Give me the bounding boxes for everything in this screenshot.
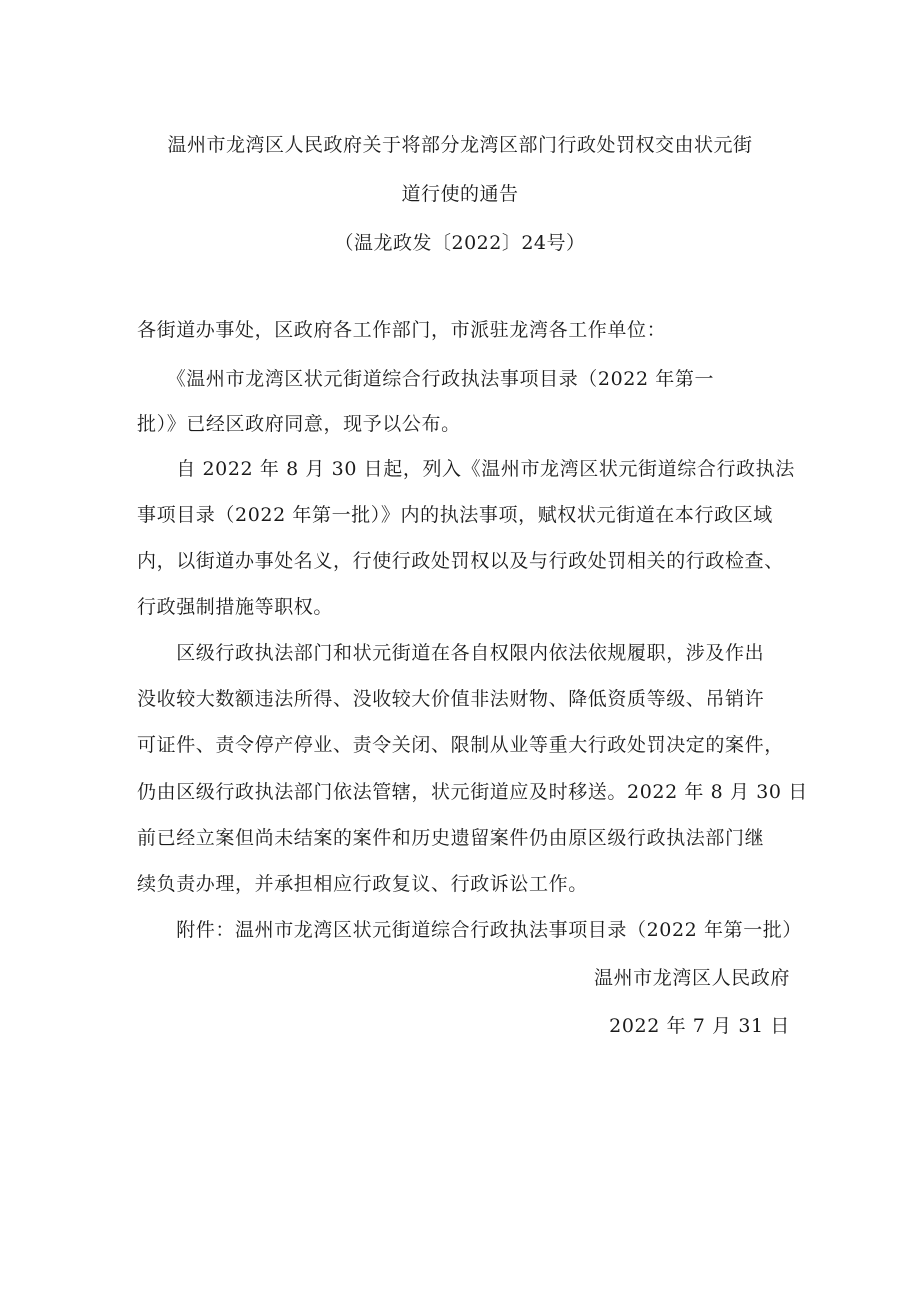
paragraph-2-line-1: 自 2022 年 8 月 30 日起，列入《温州市龙湾区状元街道综合行政执法 [137,458,795,480]
paragraph-2-line-2: 事项目录（2022 年第一批）》内的执法事项，赋权状元街道在本行政区域 [137,504,773,526]
issuer-name: 温州市龙湾区人民政府 [593,967,790,989]
paragraph-3-line-4: 仍由区级行政执法部门依法管辖，状元街道应及时移送。2022 年 8 月 30 日 [137,781,808,803]
paragraph-2-line-4: 行政强制措施等职权。 [137,596,334,618]
document-title-line-2: 道行使的通告 [401,183,519,205]
salutation: 各街道办事处，区政府各工作部门，市派驻龙湾各工作单位： [137,319,667,341]
paragraph-1-line-2: 批）》已经区政府同意，现予以公布。 [137,413,461,435]
issue-date: 2022 年 7 月 31 日 [609,1015,790,1037]
paragraph-3-line-3: 可证件、责令停产停业、责令关闭、限制从业等重大行政处罚决定的案件， [137,734,784,756]
paragraph-3-line-2: 没收较大数额违法所得、没收较大价值非法财物、降低资质等级、吊销许 [137,688,765,710]
paragraph-3-line-5: 前已经立案但尚未结案的案件和历史遗留案件仍由原区级行政执法部门继 [137,827,765,849]
paragraph-3-line-6: 续负责办理，并承担相应行政复议、行政诉讼工作。 [137,873,588,895]
paragraph-1-line-1: 《温州市龙湾区状元街道综合行政执法事项目录（2022 年第一 [137,368,715,390]
paragraph-2-line-3: 内，以街道办事处名义，行使行政处罚权以及与行政处罚相关的行政检查、 [137,550,784,572]
attachment-line: 附件：温州市龙湾区状元街道综合行政执法事项目录（2022 年第一批） [137,919,802,941]
document-title-line-1: 温州市龙湾区人民政府关于将部分龙湾区部门行政处罚权交由状元街 [167,134,753,156]
document-number: （温龙政发〔2022〕24号） [334,232,586,254]
paragraph-3-line-1: 区级行政执法部门和状元街道在各自权限内依法依规履职，涉及作出 [137,642,765,664]
